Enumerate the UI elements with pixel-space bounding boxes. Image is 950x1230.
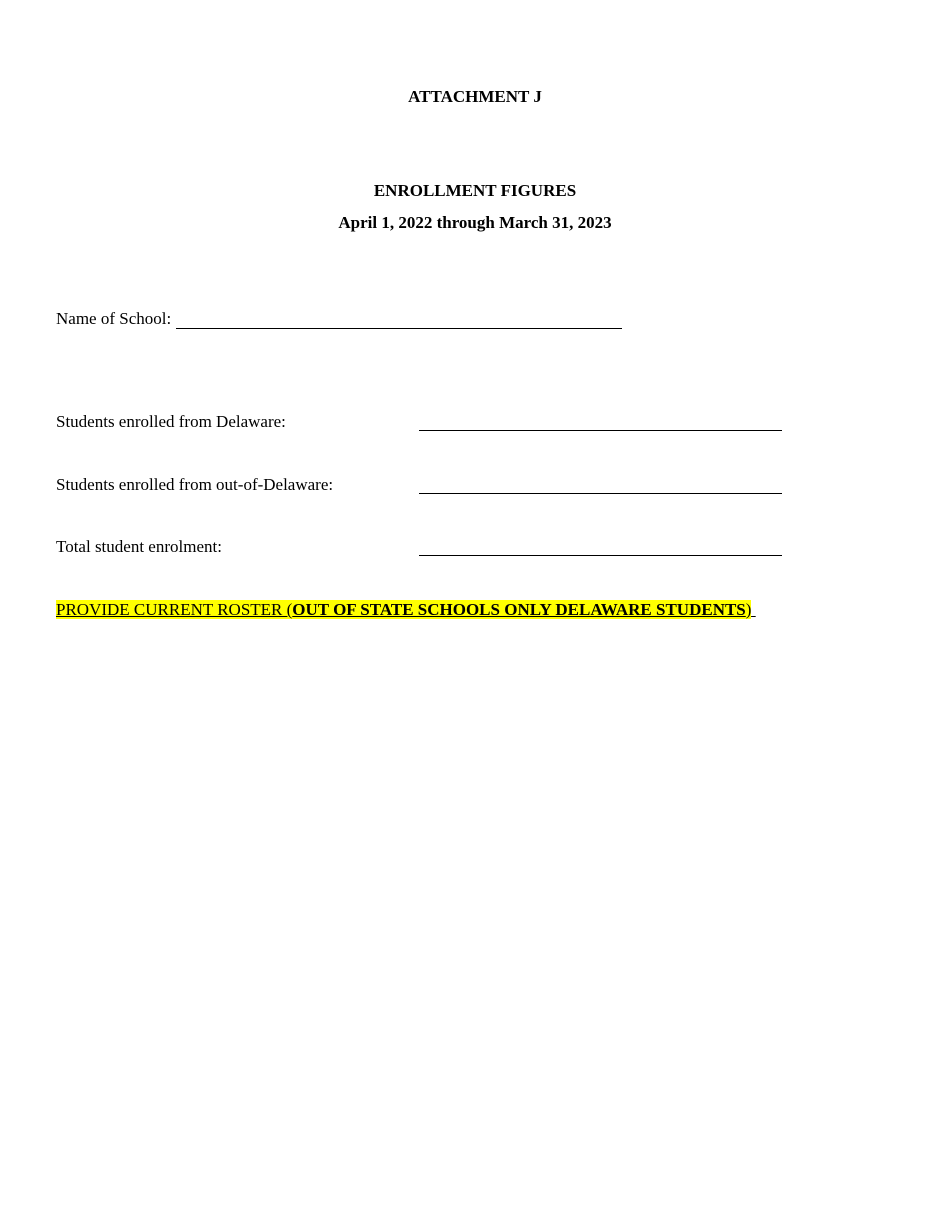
- attachment-heading: ATTACHMENT J: [408, 87, 542, 106]
- delaware-students-blank[interactable]: [419, 430, 782, 431]
- date-range: April 1, 2022 through March 31, 2023: [338, 213, 612, 232]
- out-of-state-students-label: Students enrolled from out-of-Delaware:: [56, 475, 334, 494]
- school-name-row: [56, 307, 622, 329]
- out-of-state-students-blank[interactable]: [419, 493, 782, 494]
- roster-notice: [56, 600, 756, 620]
- roster-notice-suffix: ): [745, 600, 752, 619]
- total-enrolment-label: Total student enrolment:: [56, 537, 222, 556]
- school-name-blank[interactable]: [176, 310, 622, 329]
- roster-notice-prefix: PROVIDE CURRENT ROSTER (: [56, 600, 293, 619]
- roster-notice-bold: OUT OF STATE SCHOOLS ONLY DELAWARE STUDENTS: [292, 600, 746, 619]
- school-name-label: Name of School:: [56, 309, 172, 328]
- total-enrolment-blank[interactable]: [419, 555, 782, 556]
- document-title: ENROLLMENT FIGURES: [373, 181, 577, 200]
- delaware-students-label: Students enrolled from Delaware:: [56, 412, 286, 431]
